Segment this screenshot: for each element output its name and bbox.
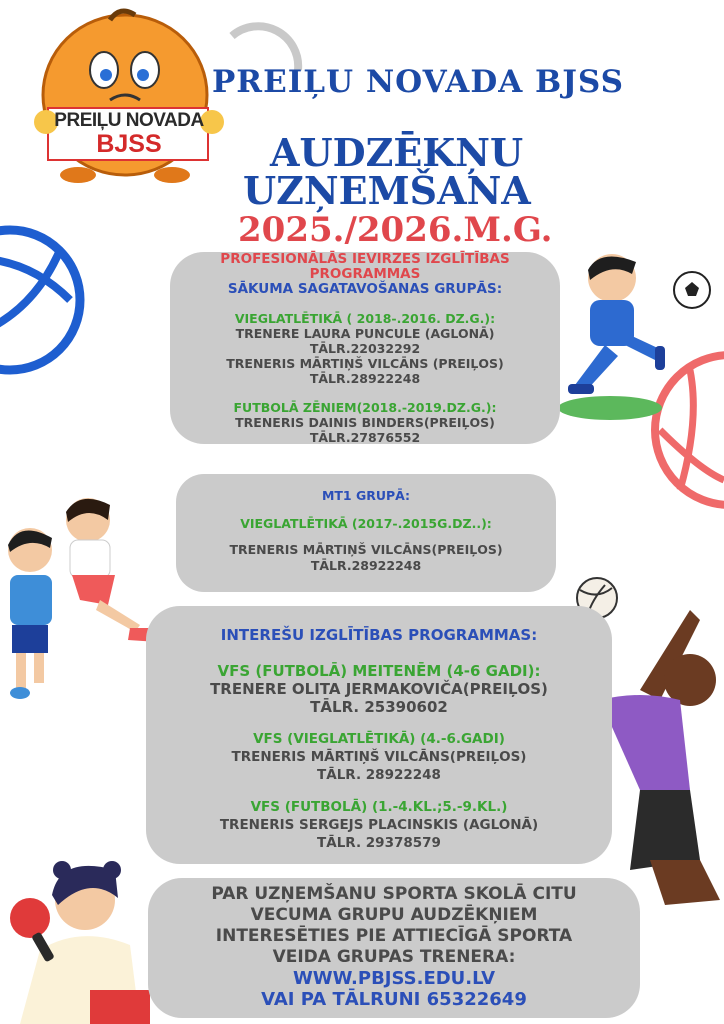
panel4-line4: VEIDA GRUPAS TRENERA: [272, 947, 516, 967]
subtitle-line2: UZŅEMŠANA [243, 168, 531, 213]
panel1-heading3: SĀKUMA SAGATAVOŠANAS GRUPĀS: [227, 281, 503, 297]
panel2-sport: VIEGLATLĒTIKĀ (2017-.2015G.DZ..): [240, 516, 492, 531]
page-title: PREIĻU NOVADA BJSS [212, 64, 625, 100]
table-tennis-girl-illustration [10, 861, 150, 1024]
panel4-line2: VECUMA GRUPU AUDZĒKŅIEM [250, 905, 538, 925]
panel1-phone3: TĀLR.27876552 [309, 430, 421, 445]
phone-contact[interactable]: VAI PA TĀLRUNI 65322649 [261, 989, 527, 1010]
panel-contact-info [148, 878, 640, 1018]
panel1-heading1: PROFESIONĀLĀS IEVIRZES IZGLĪTĪBAS [220, 251, 510, 267]
panel4-line1: PAR UZŅEMŠANU SPORTA SKOLĀ CITU [211, 884, 577, 904]
panel-mt1-group [176, 474, 556, 592]
panel1-sport1: VIEGLATLĒTIKĀ ( 2018-.2016. DZ.G.): [234, 311, 496, 326]
soccer-ball-icon [674, 272, 710, 308]
panel3-coach3: TRENERIS SERGEJS PLACINSKIS (AGLONĀ) [219, 817, 539, 833]
panel2-heading: MT1 GRUPĀ: [321, 488, 411, 503]
panel1-phone2: TĀLR.28922248 [309, 371, 421, 386]
soccer-player-illustration [558, 254, 665, 420]
panel3-sport2: VFS (VIEGLATLĒTIKĀ) (4.-6.GADI) [253, 731, 505, 747]
panel2-coach: TRENERIS MĀRTIŅŠ VILCĀNS(PREIĻOS) [229, 542, 503, 557]
panel-interest-programs [146, 606, 612, 864]
panel3-phone3: TĀLR. 29378579 [317, 835, 441, 851]
panel3-phone1: TĀLR. 25390602 [310, 698, 448, 716]
panel3-heading: INTEREŠU IZGLĪTĪBAS PROGRAMMAS: [220, 626, 538, 644]
subtitle-line1: AUDZĒKŅU [270, 130, 524, 175]
logo-text-bottom: BJSS [96, 130, 162, 158]
panel3-coach2: TRENERIS MĀRTIŅŠ VILCĀNS(PREIĻOS) [231, 749, 527, 765]
panel1-coach1: TRENERE LAURA PUNCULE (AGLONĀ) [235, 326, 495, 341]
panel-professional-programs [170, 252, 560, 444]
panel3-sport1: VFS (FUTBOLĀ) MEITENĒM (4-6 GADI): [217, 662, 541, 680]
panel1-heading2: PROGRAMMAS [309, 266, 421, 282]
panel3-sport3: VFS (FUTBOLĀ) (1.-4.KL.;5.-9.KL.) [250, 799, 508, 815]
panel1-sport2: FUTBOLĀ ZĒNIEM(2018.-2019.DZ.G.): [233, 400, 497, 415]
ball-right-icon [655, 355, 724, 505]
running-kids-illustration [8, 498, 160, 699]
volleyball-left-icon [0, 230, 80, 370]
panel4-line3: INTERESĒTIES PIE ATTIECĪGĀ SPORTA [215, 926, 573, 946]
panel1-coach2: TRENERIS MĀRTIŅŠ VILCĀNS (PREIĻOS) [226, 356, 504, 371]
website-link[interactable]: WWW.PBJSS.EDU.LV [292, 968, 496, 989]
logo-text-top: PREIĻU NOVADA [54, 110, 204, 131]
panel1-coach3: TRENERIS DAINIS BINDERS(PREIĻOS) [235, 415, 495, 430]
school-year: 2025./2026.M.G. [238, 210, 553, 250]
panel2-phone: TĀLR.28922248 [310, 558, 422, 573]
panel3-phone2: TĀLR. 28922248 [317, 767, 441, 783]
panel1-phone1: TĀLR.22032292 [309, 341, 421, 356]
panel3-coach1: TRENERE OLITA JERMAKOVIČA(PREIĻOS) [210, 680, 548, 698]
